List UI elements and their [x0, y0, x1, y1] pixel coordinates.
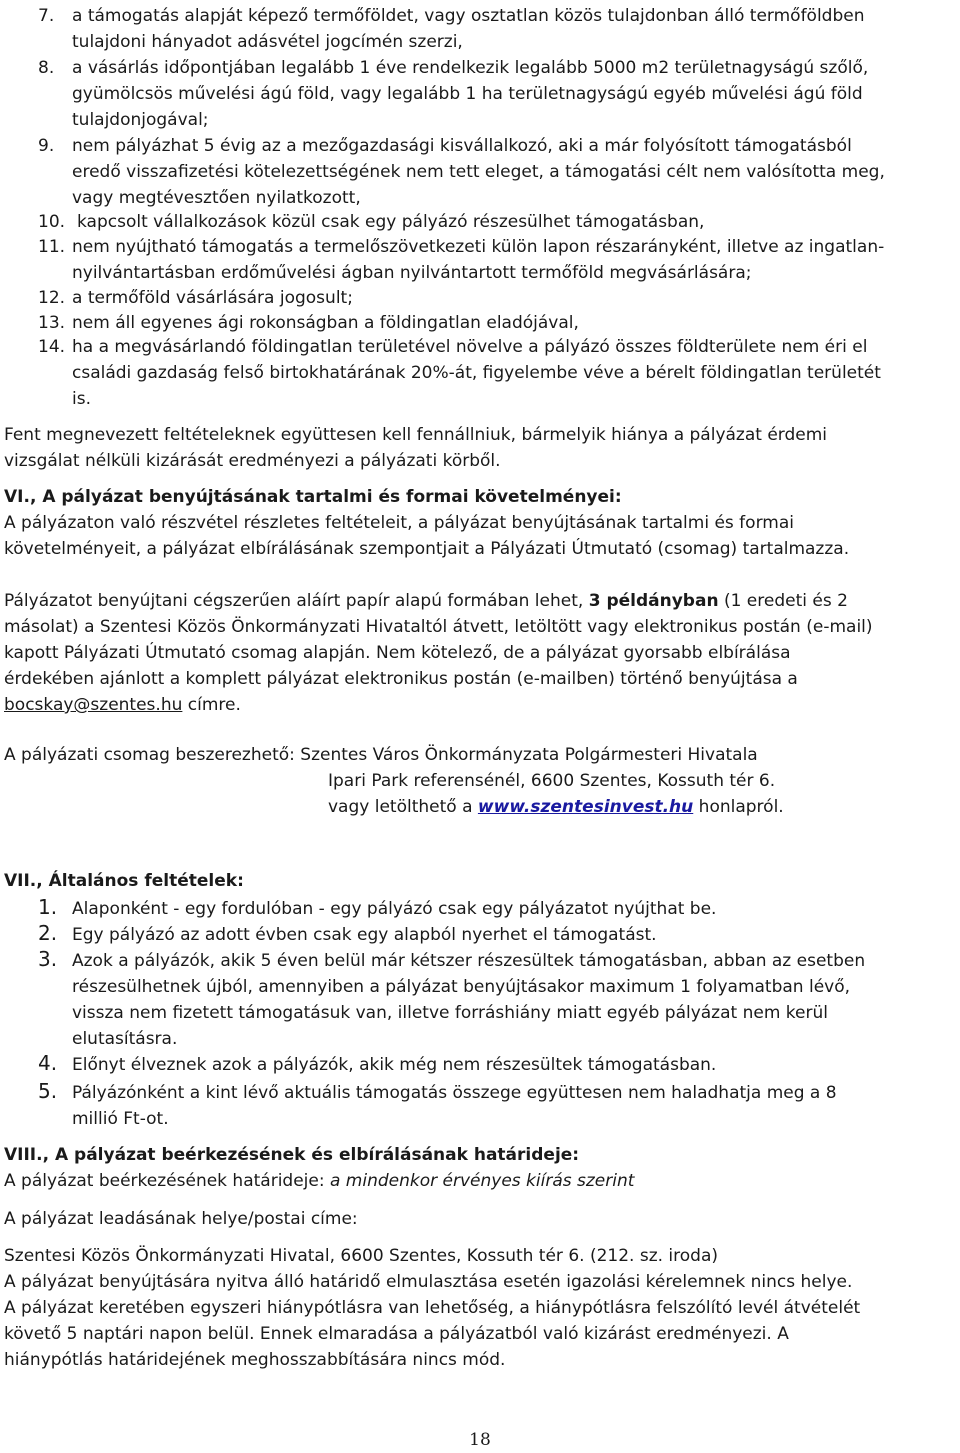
list-item-line: nem áll egyenes ági rokonságban a földingatlan eladójával,: [72, 313, 579, 333]
submission-text: (1 eredeti és 2: [723, 591, 848, 611]
list-item-line: a termőföld vásárlására jogosult;: [72, 288, 353, 308]
conditions-note-line: vizsgálat nélküli kizárását eredményezi a pályázati körből.: [4, 451, 501, 471]
general-item-line: vissza nem fizetett támogatásuk van, illetve forráshiány miatt egyéb pályázat nem kerül: [72, 1003, 828, 1023]
deadline-value: a mindenkor érvényes kiírás szerint: [329, 1171, 635, 1191]
general-item-number: 3.: [38, 947, 58, 971]
office-address: Szentesi Közös Önkormányzati Hivatal, 6600 Szentes, Kossuth tér 6. (212. sz. iroda): [4, 1246, 719, 1266]
list-item-line: a vásárlás időpontjában legalább 1 éve rendelkezik legalább 5000 m2 területnagyságú szőlő,: [72, 58, 869, 78]
section-vi-title: VI., A pályázat benyújtásának tartalmi és formai követelményei:: [4, 487, 622, 507]
list-item-line: tulajdoni hányadot adásvétel jogcímén szerzi,: [72, 32, 463, 52]
page-number: 18: [469, 1430, 491, 1450]
section-vii-title: VII., Általános feltételek:: [4, 871, 244, 891]
submission-paragraph-line: kapott Pályázati Útmutató csomag alapján. Nem kötelező, de a pályázat gyorsabb elbírálása: [4, 643, 791, 663]
package-text: vagy letölthető a: [328, 797, 473, 817]
list-item-line: eredő visszafizetési kötelezettségének nem tett eleget, a támogatási célt nem valósította meg,: [72, 162, 885, 182]
general-item-number: 1.: [38, 895, 58, 919]
list-item-number: 7.: [38, 6, 55, 26]
general-item-number: 2.: [38, 921, 58, 945]
general-item-line: elutasításra.: [72, 1029, 178, 1049]
section-viii-title: VIII., A pályázat beérkezésének és elbírálásának határideje:: [4, 1145, 580, 1165]
deadline-line: [4, 1168, 634, 1194]
copies-count: 3 példányban: [588, 591, 719, 611]
list-item-line: is.: [72, 389, 91, 409]
rules-line: követő 5 naptári napon belül. Ennek elmaradása a pályázatból való kizárást eredményezi. A: [4, 1324, 789, 1344]
package-line: [328, 794, 784, 820]
deadline-label: A pályázat beérkezésének határideje:: [4, 1171, 325, 1191]
list-item-line: kapcsolt vállalkozások közül csak egy pályázó részesülhet támogatásban,: [77, 212, 705, 232]
package-line: Ipari Park referensénél, 6600 Szentes, Kossuth tér 6.: [328, 771, 776, 791]
list-item-number: 13.: [38, 313, 66, 333]
website-link[interactable]: www.szentesinvest.hu: [477, 797, 694, 817]
package-line: A pályázati csomag beszerezhető: Szentes Város Önkormányzata Polgármesteri Hivatala: [4, 745, 758, 765]
list-item-number: 10.: [38, 212, 66, 232]
list-item-line: családi gazdaság felső birtokhatárának 20%-át, figyelembe véve a bérelt földingatlan területét: [72, 363, 881, 383]
list-item-number: 8.: [38, 58, 55, 78]
list-item-line: tulajdonjogával;: [72, 110, 209, 130]
list-item-number: 14.: [38, 337, 66, 357]
list-item-number: 12.: [38, 288, 66, 308]
list-item-number: 11.: [38, 237, 66, 257]
general-item-line: Pályázónként a kint lévő aktuális támogatás összege együttesen nem haladhatja meg a 8: [72, 1083, 837, 1103]
email-line: [4, 692, 241, 718]
list-item-line: vagy megtévesztően nyilatkozott,: [72, 188, 361, 208]
submission-text: Pályázatot benyújtani cégszerűen aláírt papír alapú formában lehet,: [4, 591, 584, 611]
email-suffix: címre.: [187, 695, 241, 715]
list-item-line: nyilvántartásban erdőművelési ágban nyilvántartott termőföld megvásárlására;: [72, 263, 752, 283]
package-text: honlapról.: [698, 797, 784, 817]
section-vi-paragraph-line: A pályázaton való részvétel részletes feltételeit, a pályázat benyújtásának tartalmi és formai: [4, 513, 794, 533]
general-item-number: 4.: [38, 1051, 58, 1075]
conditions-note-line: Fent megnevezett feltételeknek együttesen kell fennállniuk, bármelyik hiánya a pályázat érdemi: [4, 425, 828, 445]
submission-paragraph-line: érdekében ajánlott a komplett pályázat elektronikus postán (e-mailben) történő benyújtása a: [4, 669, 798, 689]
rules-line: A pályázat benyújtására nyitva álló határidő elmulasztása esetén igazolási kérelemnek nincs helye.: [4, 1272, 853, 1292]
general-item-line: Azok a pályázók, akik 5 éven belül már kétszer részesültek támogatásban, abban az esetben: [72, 951, 866, 971]
general-item-line: Előnyt élveznek azok a pályázók, akik még nem részesültek támogatásban.: [72, 1055, 717, 1075]
list-item-line: nem nyújtható támogatás a termelőszövetkezeti külön lapon részarányként, illetve az ingatlan-: [72, 237, 885, 257]
general-item-line: Alaponként - egy fordulóban - egy pályázó csak egy pályázatot nyújthat be.: [72, 899, 717, 919]
general-item-line: Egy pályázó az adott évben csak egy alapból nyerhet el támogatást.: [72, 925, 657, 945]
place-label: A pályázat leadásának helye/postai címe:: [4, 1209, 358, 1229]
list-item-line: nem pályázhat 5 évig az a mezőgazdasági kisvállalkozó, aki a már folyósított támogatásból: [72, 136, 852, 156]
submission-paragraph-line: [4, 588, 848, 614]
general-item-line: millió Ft-ot.: [72, 1109, 169, 1129]
list-item-line: gyümölcsös művelési ágú föld, vagy legalább 1 ha területnagyságú egyéb művelési ágú föld: [72, 84, 863, 104]
list-item-line: ha a megvásárlandó földingatlan területével növelve a pályázó összes földterülete nem éri el: [72, 337, 868, 357]
rules-line: A pályázat keretében egyszeri hiánypótlásra van lehetőség, a hiánypótlásra felszólító levél átvételét: [4, 1298, 861, 1318]
submission-paragraph-line: másolat) a Szentesi Közös Önkormányzati Hivataltól átvett, letöltött vagy elektronikus postán (e-mail): [4, 617, 873, 637]
rules-line: hiánypótlás határidejének meghosszabbítására nincs mód.: [4, 1350, 506, 1370]
list-item-line: a támogatás alapját képező termőföldet, vagy osztatlan közös tulajdonban álló termőföldben: [72, 6, 865, 26]
general-item-number: 5.: [38, 1079, 58, 1103]
section-vi-paragraph-line: követelményeit, a pályázat elbírálásának szempontjait a Pályázati Útmutató (csomag) tartalmazza.: [4, 539, 850, 559]
email-link[interactable]: bocskay@szentes.hu: [4, 695, 183, 715]
list-item-number: 9.: [38, 136, 55, 156]
general-item-line: részesülhetnek újból, amennyiben a pályázat benyújtásakor maximum 1 folyamatban lévő,: [72, 977, 851, 997]
